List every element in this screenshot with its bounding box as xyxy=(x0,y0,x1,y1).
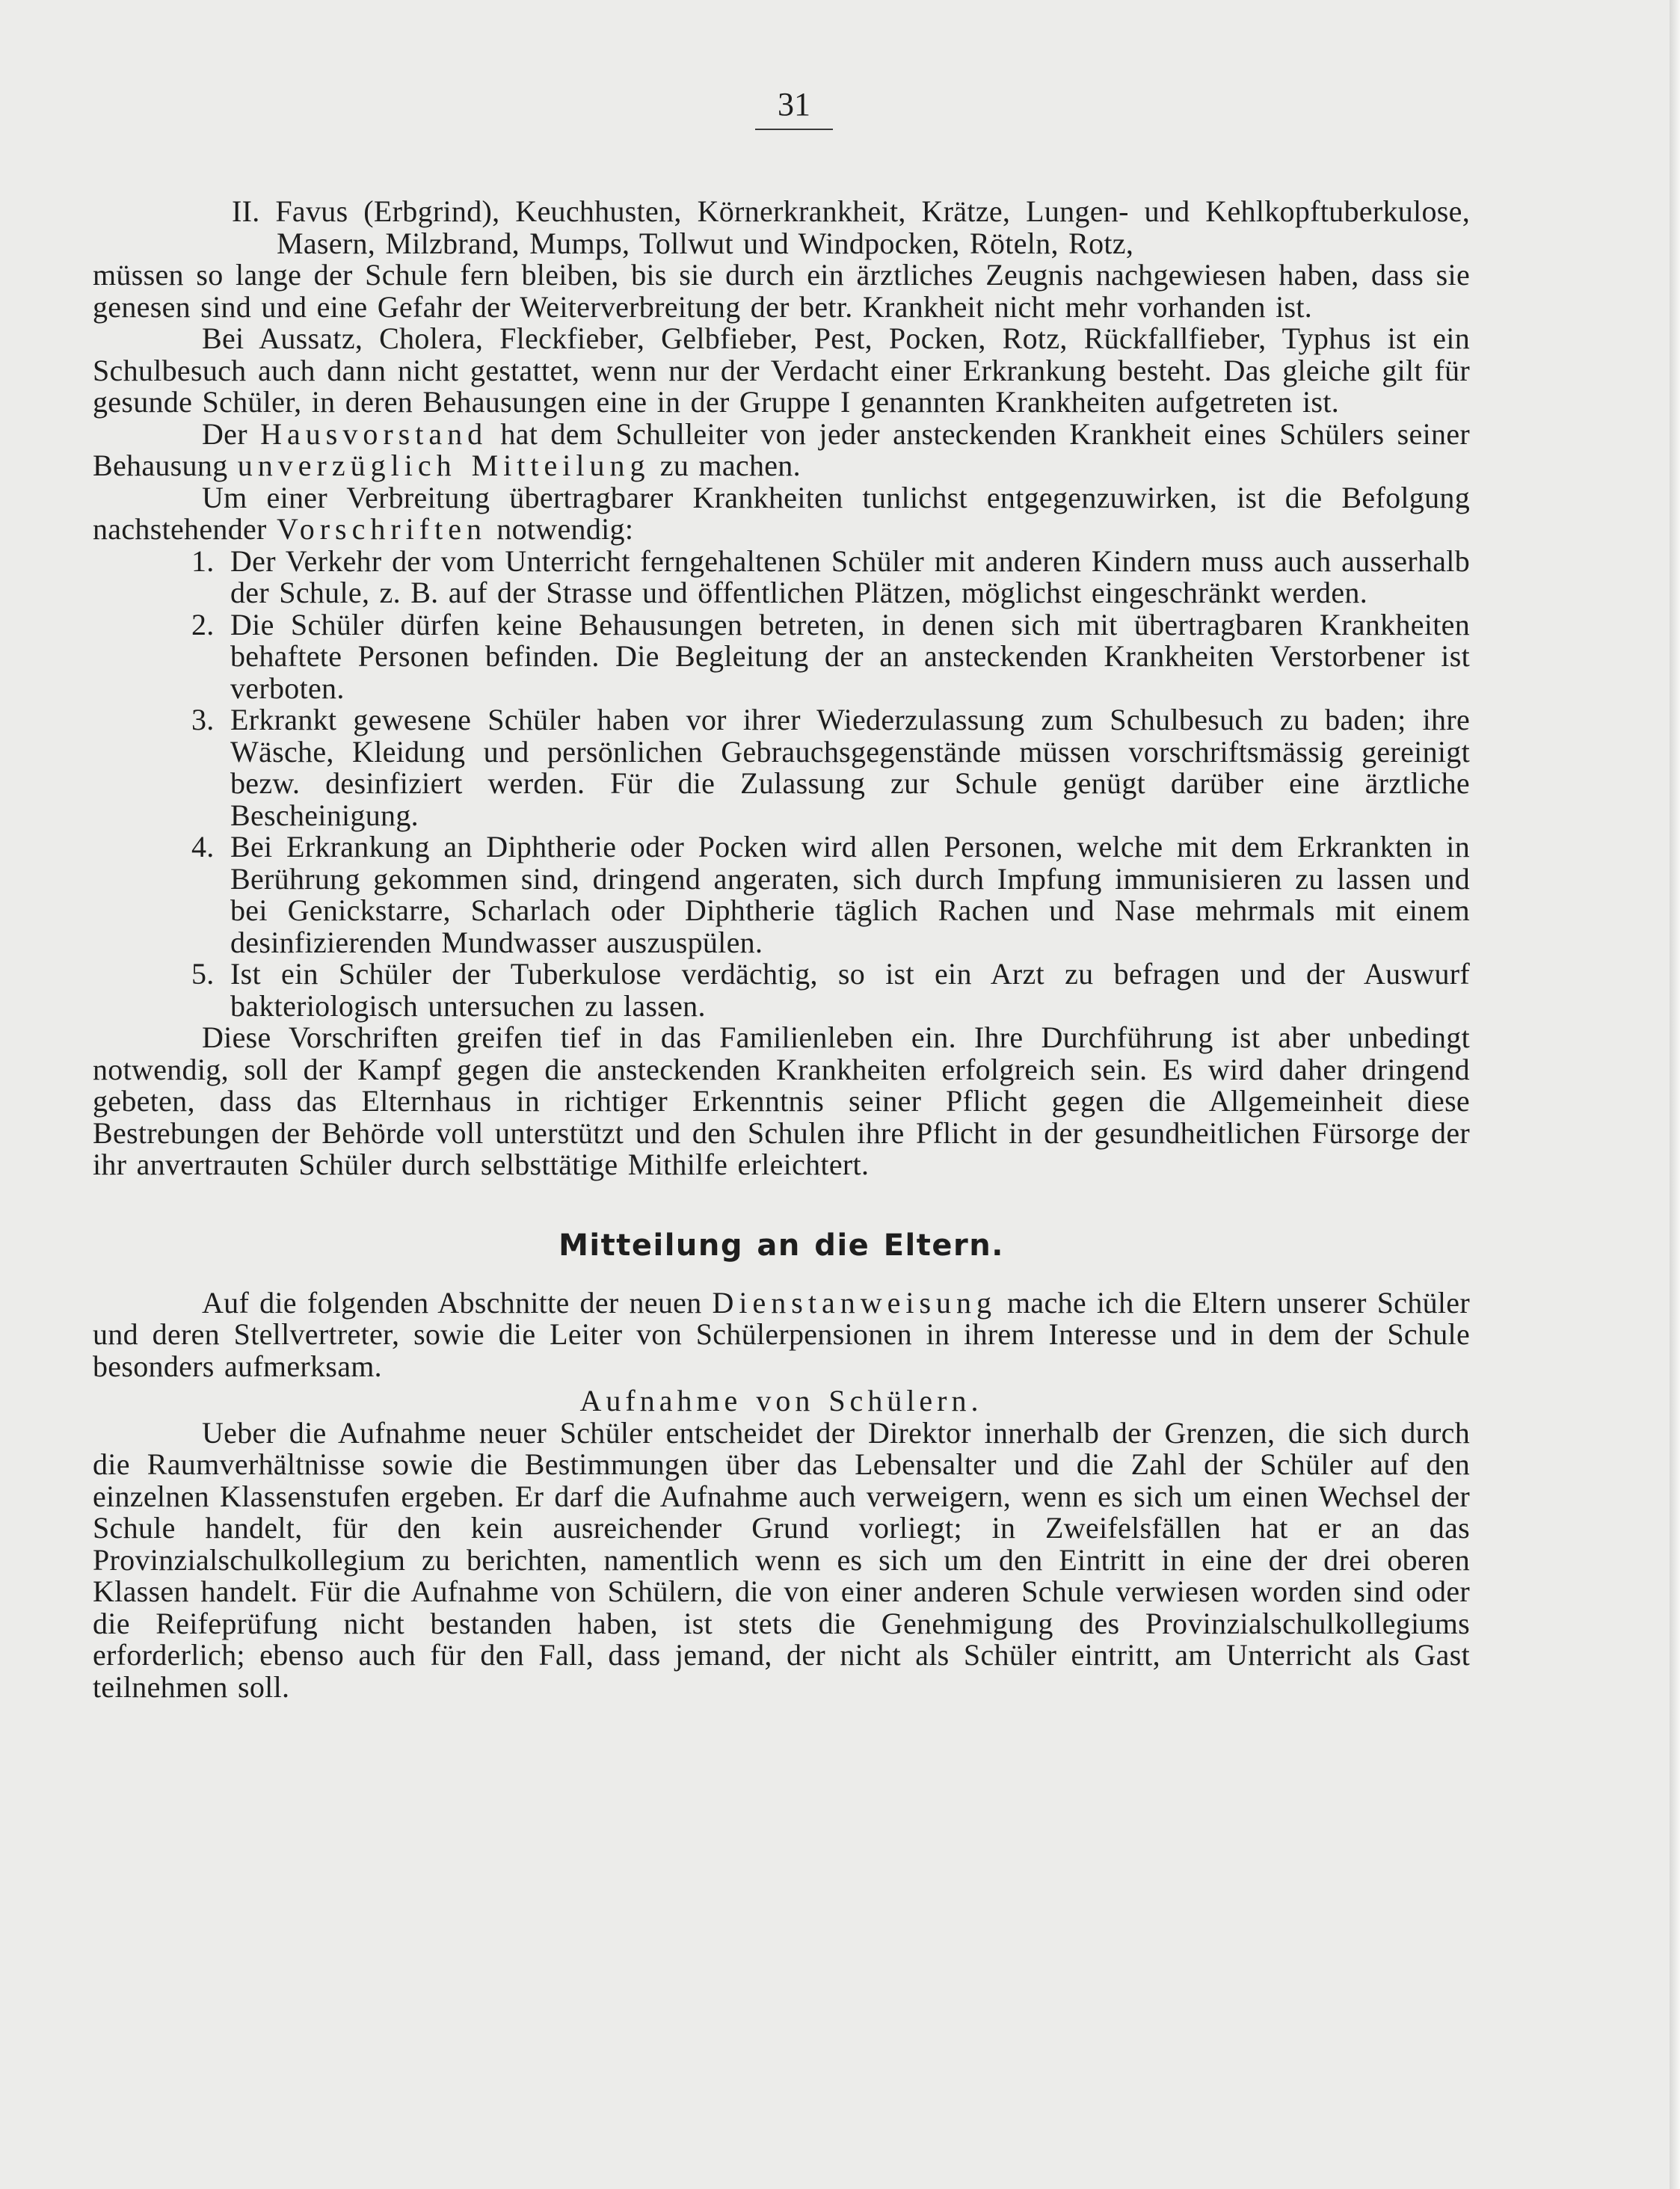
rule-number: 2. xyxy=(191,607,215,641)
text-fragment: zu machen. xyxy=(650,449,801,482)
text-fragment: Um einer Verbreitung übertragbarer Krankheiten tunlichst entgegenzuwirken, ist die Befolgung nachstehender xyxy=(93,480,1470,546)
section-ii-disease-list: II. Favus (Erbgrind), Keuchhusten, Körnerkrankheit, Krätze, Lungen- und Kehlkopftuberkulose, Masern, Milzbrand, Mumps, Tollwut und Windpocken, Röteln, Rotz, xyxy=(232,194,1470,260)
rule-text: Der Verkehr der vom Unterricht ferngehaltenen Schüler mit anderen Kindern muss auch ausserhalb der Schule, z. B. auf der Strasse und öffentlichen Plätzen, möglichst eingeschränkt werden. xyxy=(230,544,1470,609)
rule-text: Die Schüler dürfen keine Behausungen betreten, in denen sich mit übertragbaren Krankheiten behaftete Personen befinden. Die Begleitung der an ansteckenden Krankheiten Verstorbener ist verboten. xyxy=(230,607,1470,705)
page-body xyxy=(93,196,1470,1703)
paragraph-rules-intro xyxy=(93,482,1470,546)
rule-item-5 xyxy=(93,958,1470,1022)
emphasis-dienstanweisung: Dienstanweisung xyxy=(712,1285,997,1320)
rule-text: Erkrankt gewesene Schüler haben vor ihrer Wiederzulassung zum Schulbesuch zu baden; ihre Wäsche, Kleidung und persönlichen Gebrauchsgegenstände müssen vorschriftsmässig gereinigt bezw. desinfiziert werden. Für die Zulassung zur Schule genügt darüber eine ärztliche Bescheinigung. xyxy=(230,703,1470,832)
page-edge-shadow xyxy=(1670,0,1680,2189)
text-fragment: notwendig: xyxy=(486,512,634,546)
rule-item-2 xyxy=(93,609,1470,705)
rule-text: Bei Erkrankung an Diphtherie oder Pocken wird allen Personen, welche mit dem Erkrankten in Berührung gekommen sind, dringend angeraten, sich durch Impfung immunisieren zu lassen und bei Genickstarre, Scharlach oder Diphtherie täglich Rachen und Nase mehrmals mit einem desinfizierenden Mundwasser auszuspülen. xyxy=(230,830,1470,959)
emphasis-hausvorstand: Hausvorstand xyxy=(260,416,488,451)
paragraph-admission-rules: Ueber die Aufnahme neuer Schüler entscheidet der Direktor innerhalb der Grenzen, die sich durch die Raumverhältnisse sowie die Bestimmungen über das Lebensalter und die Zahl der Schüler auf den einzelnen Klassenstufen ergeben. Er darf die Aufnahme auch verweigern, wenn es sich um einen Wechsel der Schule handelt, für den kein ausreichender Grund vorliegt; in Zweifelsfällen hat er an das Provinzialschulkollegium zu berichten, namentlich wenn es sich um den Eintritt in eine der drei oberen Klassen handelt. Für die Aufnahme von Schülern, die von einer anderen Schule verwiesen worden sind oder die Reifeprüfung nicht bestanden haben, ist stets die Genehmigung des Provinzialschulkollegiums erforderlich; ebenso auch für den Fall, dass jemand, der nicht als Schüler eintritt, am Unterricht als Gast teilnehmen soll. xyxy=(93,1415,1470,1704)
paragraph-severe-diseases: Bei Aussatz, Cholera, Fleckfieber, Gelbfieber, Pest, Pocken, Rotz, Rückfallfieber, Typhus ist ein Schulbesuch auch dann nicht gestattet, wenn nur der Verdacht einer Erkrankung besteht. Das gleiche gilt für gesunde Schüler, in deren Behausungen eine in der Gruppe I genannten Krankheiten aufgetreten ist. xyxy=(93,321,1470,419)
emphasis-unverzueglich-mitteilung: unverzüglich Mitteilung xyxy=(237,449,650,482)
rule-text: Ist ein Schüler der Tuberkulose verdächtig, so ist ein Arzt zu befragen und der Auswurf bakteriologisch untersuchen zu lassen. xyxy=(230,957,1470,1023)
page-number: 31 xyxy=(755,84,833,130)
paragraph-parent-appeal: Diese Vorschriften greifen tief in das Familienleben ein. Ihre Durchführung ist aber unbedingt notwendig, soll der Kampf gegen die ansteckenden Krankheiten erfolgreich sein. Es wird daher dringend gebeten, dass das Elternhaus in richtiger Erkenntnis seiner Pflicht gegen die Allgemeinheit diese Bestrebungen der Behörde voll unterstützt und den Schulen ihre Pflicht in der gesundheitlichen Fürsorge der ihr anvertrauten Schüler durch selbsttätige Mithilfe erleichtert. xyxy=(93,1020,1470,1181)
text-fragment: Der xyxy=(202,416,261,451)
rule-item-4 xyxy=(93,831,1470,958)
paragraph-exclusion-rule: müssen so lange der Schule fern bleiben, bis sie durch ein ärztliches Zeugnis nachgewiesen haben, dass sie genesen sind und eine Gefahr der Weiterverbreitung der betr. Krankheit nicht mehr vorhanden ist. xyxy=(93,258,1470,324)
rule-number: 4. xyxy=(191,830,215,863)
paragraph-instructions-intro xyxy=(93,1287,1470,1383)
subsection-heading: Aufnahme von Schülern. xyxy=(579,1384,983,1417)
paragraph-house-head-duty xyxy=(93,416,1470,482)
emphasis-vorschriften: Vorschriften xyxy=(276,512,487,546)
text-fragment: mache ich die Eltern unserer Schüler und deren Stellvertreter, sowie die Leiter von Schülerpensionen in ihrem Interesse und in dem der Schule besonders aufmerksam. xyxy=(93,1285,1470,1383)
rule-number: 5. xyxy=(191,957,215,991)
text-fragment: hat dem Schulleiter von jeder ansteckenden Krankheit eines Schülers seiner Behausung xyxy=(93,416,1470,482)
rule-number: 3. xyxy=(191,703,215,736)
rule-item-3 xyxy=(93,704,1470,831)
text-fragment: Auf die folgenden Abschnitte der neuen xyxy=(202,1285,713,1320)
rule-number: 1. xyxy=(191,544,215,578)
section-heading: Mitteilung an die Eltern. xyxy=(559,1228,1004,1263)
rule-item-1 xyxy=(93,546,1470,609)
